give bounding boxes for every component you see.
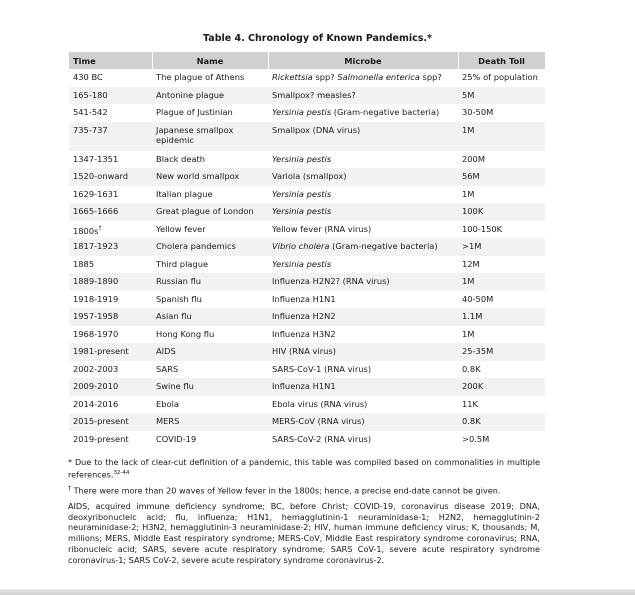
cell-microbe: Influenza H3N2 (272, 328, 336, 339)
cell-time: 2002-2003 (73, 363, 119, 374)
footnote-definition-text: * Due to the lack of clear-cut definition of a pandemic, this table was compiled based on commonalities in multiple references. (68, 457, 540, 480)
dagger-mark: † (98, 224, 102, 232)
footnote-references: 32-44 (113, 469, 130, 476)
table-header-row (69, 52, 545, 69)
table-row (69, 343, 545, 361)
cell-death-toll: 25-35M (458, 343, 545, 361)
cell-time: 541-542 (73, 107, 108, 117)
cell-death-toll: 100-150K (462, 223, 503, 234)
footnotes (68, 457, 540, 570)
footnote-abbreviations: AIDS, acquired immune deficiency syndrome; BC, before Christ; COVID-19, coronavirus disease 2019; DNA, deoxyribonucleic acid; flu, influenza; H1N1, hemagglutinin-1 neuraminidase-1; H2N2, hemagglutinin-2 neuraminidase-2; H3N2, hemagglutinin-3 neuraminidase-2; HIV, human immune deficiency virus; K, thousands; M, millions; MERS, Middle East respiratory syndrome; MERS-CoV, Middle East respiratory syndrome coronavirus; RNA, ribonucleic acid; SARS, severe acute respiratory syndrome; SARS CoV-1, severe acute respiratory syndrome coronavirus-1; SARS CoV-2, severe acute respiratory syndrome coronavirus-2. (68, 500, 540, 565)
cell-microbe: HIV (RNA virus) (268, 343, 458, 361)
table-row (69, 186, 545, 204)
cell-time: 1629-1631 (73, 188, 119, 199)
cell-microbe: Yersinia pestis (272, 153, 332, 164)
cell-microbe: Yersinia pestis (Gram-negative bacteria) (272, 107, 440, 117)
cell-time: 1800s† (73, 224, 102, 236)
cell-time: 1918-1919 (73, 293, 119, 304)
cell-death-toll: 30-50M (462, 107, 494, 117)
table-row (69, 378, 545, 396)
cell-microbe: Rickettsia spp? Salmonella enterica spp? (272, 72, 442, 82)
cell-name: Swine flu (152, 378, 268, 396)
cell-microbe: Smallpox? measles? (268, 87, 458, 105)
cell-time: 430 BC (73, 72, 103, 82)
cell-death-toll: 12M (462, 258, 480, 269)
cell-name: MERS (152, 413, 268, 431)
cell-name: Asian flu (152, 308, 268, 326)
table-row (69, 256, 545, 274)
table-row (69, 413, 545, 431)
cell-death-toll: 200M (462, 153, 485, 164)
cell-name: The plague of Athens (156, 72, 245, 82)
cell-time: 1957-1958 (69, 308, 152, 326)
header-death-toll: Death Toll (458, 52, 545, 69)
cell-name: Ebola (156, 398, 179, 409)
table-row (69, 326, 545, 344)
cell-name: AIDS (152, 343, 268, 361)
cell-microbe: Variola (smallpox) (268, 168, 458, 186)
cell-name: Hong Kong flu (156, 328, 215, 339)
table-row (69, 122, 545, 151)
cell-time: 1665-1666 (69, 203, 152, 221)
table-caption: Table 4. Chronology of Known Pandemics.* (203, 33, 432, 44)
table-row (69, 221, 545, 239)
cell-death-toll: 56M (458, 168, 545, 186)
page-edge (0, 589, 635, 595)
cell-time: 2009-2010 (69, 378, 152, 396)
table-row (69, 396, 545, 414)
cell-name: Yellow fever (156, 223, 206, 234)
cell-time: 1347-1351 (73, 153, 119, 164)
table-row (69, 238, 545, 256)
cell-time: 2014-2016 (73, 398, 119, 409)
cell-name: Great plague of London (152, 203, 268, 221)
header-microbe: Microbe (268, 52, 458, 69)
footnote-yellow-fever (68, 484, 540, 496)
cell-death-toll: >0.5M (462, 433, 490, 444)
cell-microbe: Yellow fever (RNA virus) (272, 223, 372, 234)
cell-microbe: Influenza H1N1 (272, 293, 336, 304)
table-row (69, 291, 545, 309)
cell-name: Third plague (156, 258, 209, 269)
cell-name: SARS (156, 363, 179, 374)
table-body (69, 69, 545, 448)
cell-time: 1968-1970 (73, 328, 119, 339)
cell-death-toll: 1M (458, 273, 545, 291)
table-row (69, 69, 545, 87)
cell-time: 165-180 (69, 87, 152, 105)
cell-microbe: SARS-CoV-1 (RNA virus) (272, 363, 372, 374)
cell-time: 1817-1923 (69, 238, 152, 256)
cell-microbe: Yersinia pestis (268, 203, 458, 221)
cell-name: Spanish flu (156, 293, 202, 304)
dagger-mark: † (68, 485, 71, 493)
cell-name: Antonine plague (152, 87, 268, 105)
cell-name: COVID-19 (156, 433, 197, 444)
cell-time: 1520-onward (69, 168, 152, 186)
table-row (69, 87, 545, 105)
header-time: Time (69, 52, 152, 69)
cell-microbe: Influenza H1N1 (268, 378, 458, 396)
cell-time: 1981-present (69, 343, 152, 361)
header-name: Name (152, 52, 268, 69)
cell-time: 2015-present (69, 413, 152, 431)
cell-death-toll: 1.1M (458, 308, 545, 326)
cell-microbe: Smallpox (DNA virus) (268, 122, 458, 151)
table-row (69, 203, 545, 221)
cell-microbe: MERS-CoV (RNA virus) (268, 413, 458, 431)
cell-death-toll: 25% of population (462, 72, 538, 82)
cell-death-toll: 40-50M (462, 293, 494, 304)
cell-microbe: Vibrio cholera (Gram-negative bacteria) (268, 238, 458, 256)
cell-death-toll: 0.8K (462, 363, 481, 374)
cell-microbe: Yersinia pestis (272, 188, 332, 199)
cell-name: New world smallpox (152, 168, 268, 186)
table-row (69, 308, 545, 326)
cell-time: 1889-1890 (69, 273, 152, 291)
cell-microbe: Ebola virus (RNA virus) (272, 398, 368, 409)
cell-death-toll: 1M (458, 122, 545, 151)
cell-microbe: Influenza H2N2? (RNA virus) (268, 273, 458, 291)
cell-name: Russian flu (152, 273, 268, 291)
cell-microbe: Influenza H2N2 (268, 308, 458, 326)
table-row (69, 168, 545, 186)
cell-death-toll: 100K (458, 203, 545, 221)
table-row (69, 151, 545, 169)
cell-name: Cholera pandemics (152, 238, 268, 256)
cell-name: Black death (156, 153, 206, 164)
cell-microbe: Yersinia pestis (272, 258, 332, 269)
cell-death-toll: 200K (458, 378, 545, 396)
cell-microbe: SARS-CoV-2 (RNA virus) (272, 433, 372, 444)
cell-name: Plague of Justinian (156, 107, 233, 117)
cell-time: 735-737 (69, 122, 152, 151)
table-row (69, 431, 545, 449)
table-row (69, 104, 545, 122)
footnote-definition (68, 457, 540, 480)
cell-name: Italian plague (156, 188, 213, 199)
cell-time: 1885 (73, 258, 95, 269)
table-row (69, 273, 545, 291)
pandemics-table (69, 52, 546, 448)
cell-death-toll: 11K (462, 398, 478, 409)
cell-time: 2019-present (73, 433, 129, 444)
cell-death-toll: 1M (462, 328, 475, 339)
cell-death-toll: >1M (458, 238, 545, 256)
cell-death-toll: 0.8K (458, 413, 545, 431)
footnote-yellow-fever-text: There were more than 20 waves of Yellow fever in the 1800s; hence, a precise end-date cannot be given. (71, 485, 501, 496)
cell-name: Japanese smallpox epidemic (152, 122, 268, 151)
cell-death-toll: 1M (462, 188, 475, 199)
cell-death-toll: 5M (458, 87, 545, 105)
table-row (69, 361, 545, 379)
